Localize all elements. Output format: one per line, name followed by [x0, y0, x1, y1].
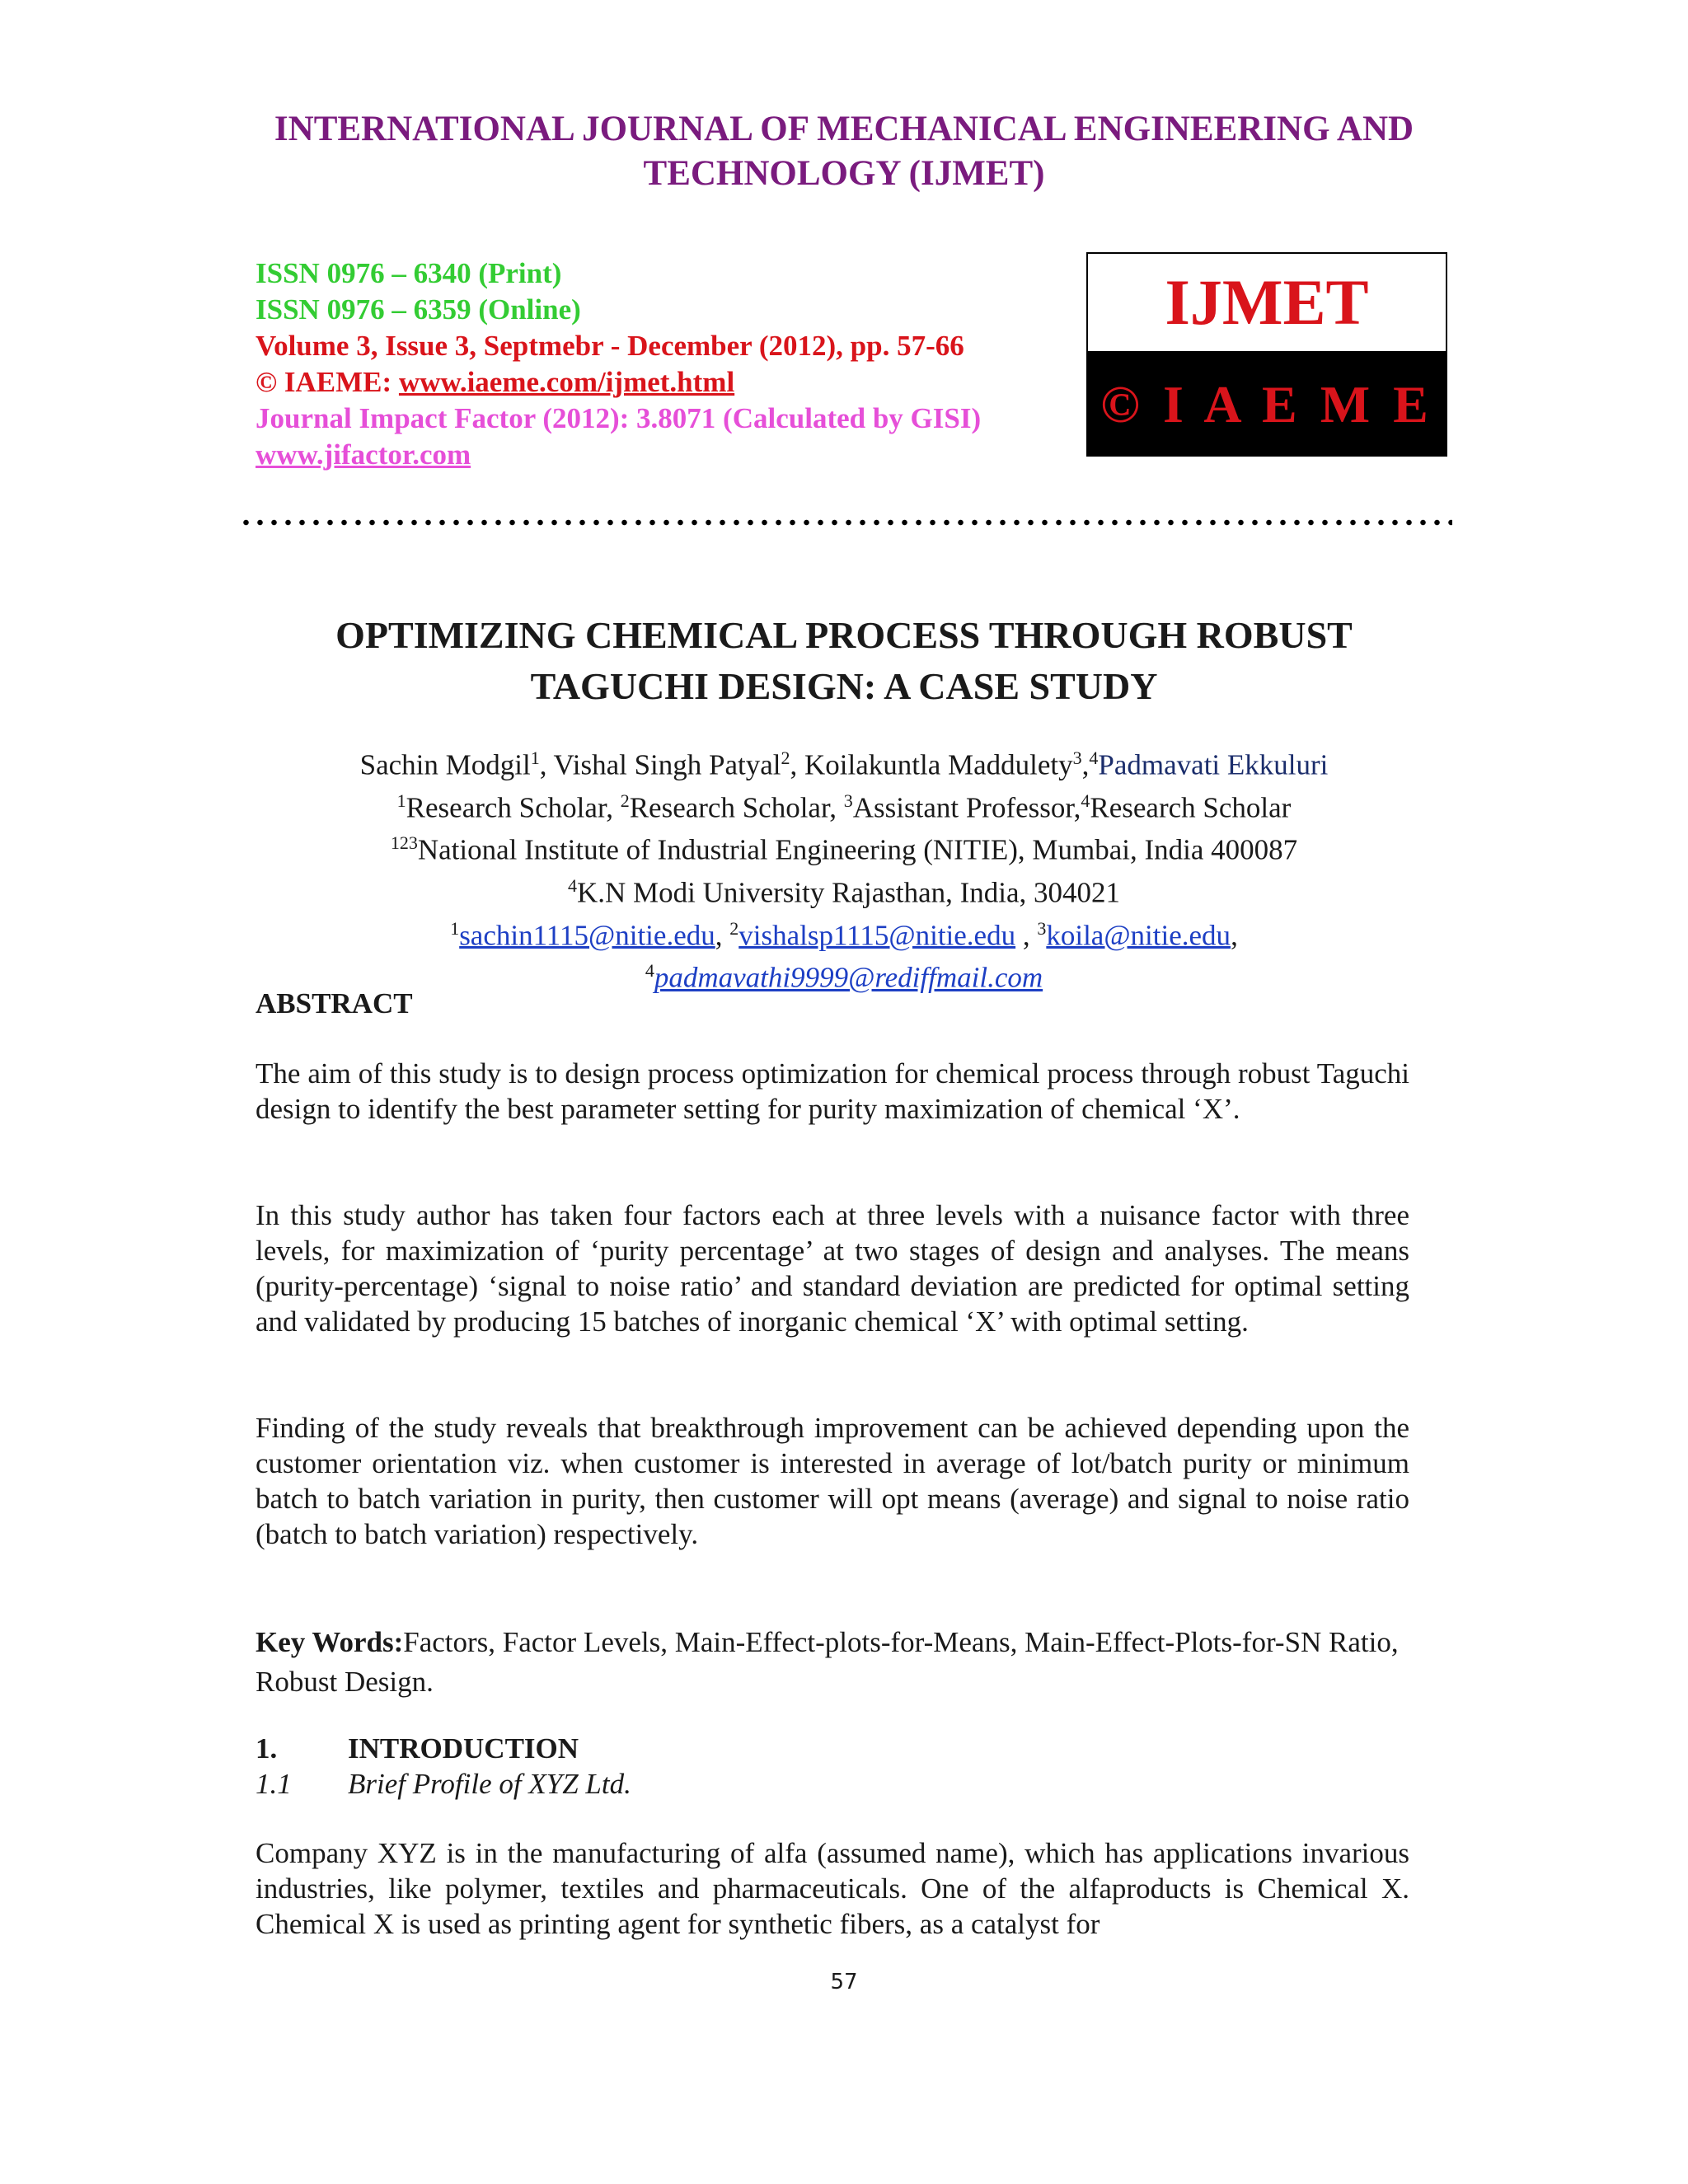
journal-logo: [1086, 252, 1447, 457]
email-sup: 4: [645, 960, 654, 982]
impact-factor: Journal Impact Factor (2012): 3.8071 (Calculated by GISI): [256, 402, 982, 434]
author-name: Sachin Modgil: [359, 748, 531, 781]
dotted-divider: [239, 519, 1452, 526]
author-sup: 3: [1072, 748, 1082, 768]
email-link-1[interactable]: sachin1115@nitie.edu: [459, 919, 715, 952]
author-role: Assistant Professor,: [852, 791, 1081, 824]
affiliation-text: K.N Modi University Rajasthan, India, 304021: [576, 876, 1121, 909]
copyright-prefix: © IAEME:: [256, 366, 399, 398]
introduction-paragraph-1: Company XYZ is in the manufacturing of alfa (assumed name), which has applications invarious industries, like polymer, textiles and pharmaceuticals. One of the alfaproducts is Chemical X. Chemical X is used as printing agent for synthetic fibers, as a catalyst for: [256, 1837, 1409, 1940]
issn-online: ISSN 0976 – 6359 (Online): [256, 293, 581, 326]
affiliation-sup: 4: [567, 874, 577, 896]
copyright-line: [256, 364, 1080, 401]
section-heading-introduction: [256, 1731, 1409, 1766]
author-name: , Koilakuntla Maddulety: [790, 748, 1073, 781]
author-role: Research Scholar: [1090, 791, 1292, 824]
role-sup: 1: [396, 790, 406, 811]
author-separator: ,: [1081, 748, 1090, 781]
abstract-paragraph-1: The aim of this study is to design process optimization for chemical process through robust Taguchi design to identify the best parameter setting for purity maximization of chemical ‘X’.: [256, 1057, 1409, 1125]
subsection-heading: [256, 1766, 1409, 1802]
page-number: 57: [830, 1970, 858, 1994]
keywords-text: Factors, Factor Levels, Main-Effect-plots-for-Means, Main-Effect-Plots-for-SN Ratio, Robust Design.: [256, 1626, 1399, 1698]
jifactor-link[interactable]: www.jifactor.com: [256, 438, 471, 471]
logo-iaeme-text: © I A E M E: [1088, 353, 1446, 457]
journal-title: [0, 107, 1688, 196]
affiliation-1: [206, 825, 1482, 868]
journal-website-link[interactable]: www.iaeme.com/ijmet.html: [398, 366, 735, 398]
email-link-3[interactable]: koila@nitie.edu: [1046, 919, 1231, 952]
email-link-4[interactable]: padmavathi9999@rediffmail.com: [654, 961, 1043, 994]
journal-info: [256, 255, 1080, 473]
affiliation-sup: 123: [390, 832, 418, 854]
keywords-label: Key Words:: [256, 1626, 404, 1658]
author-name: , Vishal Singh Patyal: [539, 748, 781, 781]
abstract-paragraph-3: Finding of the study reveals that breakthrough improvement can be achieved depending upon the customer orientation viz. when customer is interested in average of lot/batch purity or minimum batch to batch variation in purity, then customer will opt means (average) and signal to noise ratio (batch to batch variation) respectively.: [256, 1412, 1409, 1550]
email-link-2[interactable]: vishalsp1115@nitie.edu: [738, 919, 1016, 952]
logo-ijmet-text: IJMET: [1088, 254, 1446, 353]
section-number: 1.: [256, 1732, 278, 1765]
role-sup: 3: [843, 790, 853, 811]
email-sup: 1: [450, 917, 460, 939]
keywords: [256, 1623, 1409, 1702]
journal-title-line2: TECHNOLOGY (IJMET): [643, 154, 1045, 193]
author-block: [206, 740, 1482, 996]
paper-title-line1: OPTIMIZING CHEMICAL PROCESS THROUGH ROBUST: [335, 614, 1353, 656]
abstract-heading: ABSTRACT: [256, 987, 413, 1019]
journal-title-line1: INTERNATIONAL JOURNAL OF MECHANICAL ENGINEERING AND: [274, 110, 1414, 148]
author-name: Padmavati Ekkuluri: [1098, 748, 1329, 781]
author-role: Research Scholar,: [629, 791, 844, 824]
subsection-number: 1.1: [256, 1768, 292, 1800]
abstract-paragraph-2: In this study author has taken four factors each at three levels with a nuisance factor with three levels, for maximization of ‘purity percentage’ at two stages of design and analyses. The means (purity-percentage) ‘signal to noise ratio’ and standard deviation are predicted for optimal setting and validated by producing 15 batches of inorganic chemical ‘X’ with optimal setting.: [256, 1199, 1409, 1338]
author-roles: [206, 783, 1482, 826]
volume-info: Volume 3, Issue 3, Septmebr - December (2012), pp. 57-66: [256, 330, 964, 362]
author-names: [206, 740, 1482, 783]
affiliation-2: [206, 868, 1482, 911]
author-sup: 1: [530, 748, 540, 768]
affiliation-text: National Institute of Industrial Engineering (NITIE), Mumbai, India 400087: [417, 833, 1298, 866]
role-sup: 2: [620, 790, 630, 811]
subsection-title: Brief Profile of XYZ Ltd.: [348, 1768, 631, 1800]
role-sup: 4: [1081, 790, 1090, 811]
author-sup: 2: [781, 748, 790, 768]
section-title: INTRODUCTION: [348, 1732, 579, 1765]
author-role: Research Scholar,: [406, 791, 621, 824]
author-emails: $^1$sachin1115@nitie.edu, $^2$vishalsp1115@nitie.edu , $^3$koila@nitie.edu,: [450, 917, 1238, 952]
issn-print: ISSN 0976 – 6340 (Print): [256, 257, 562, 289]
paper-title: [206, 610, 1482, 712]
paper-title-line2: TAGUCHI DESIGN: A CASE STUDY: [530, 665, 1158, 707]
email-sup: 3: [1037, 917, 1047, 939]
email-sup: 2: [729, 917, 739, 939]
author-sup: 4: [1089, 748, 1099, 768]
